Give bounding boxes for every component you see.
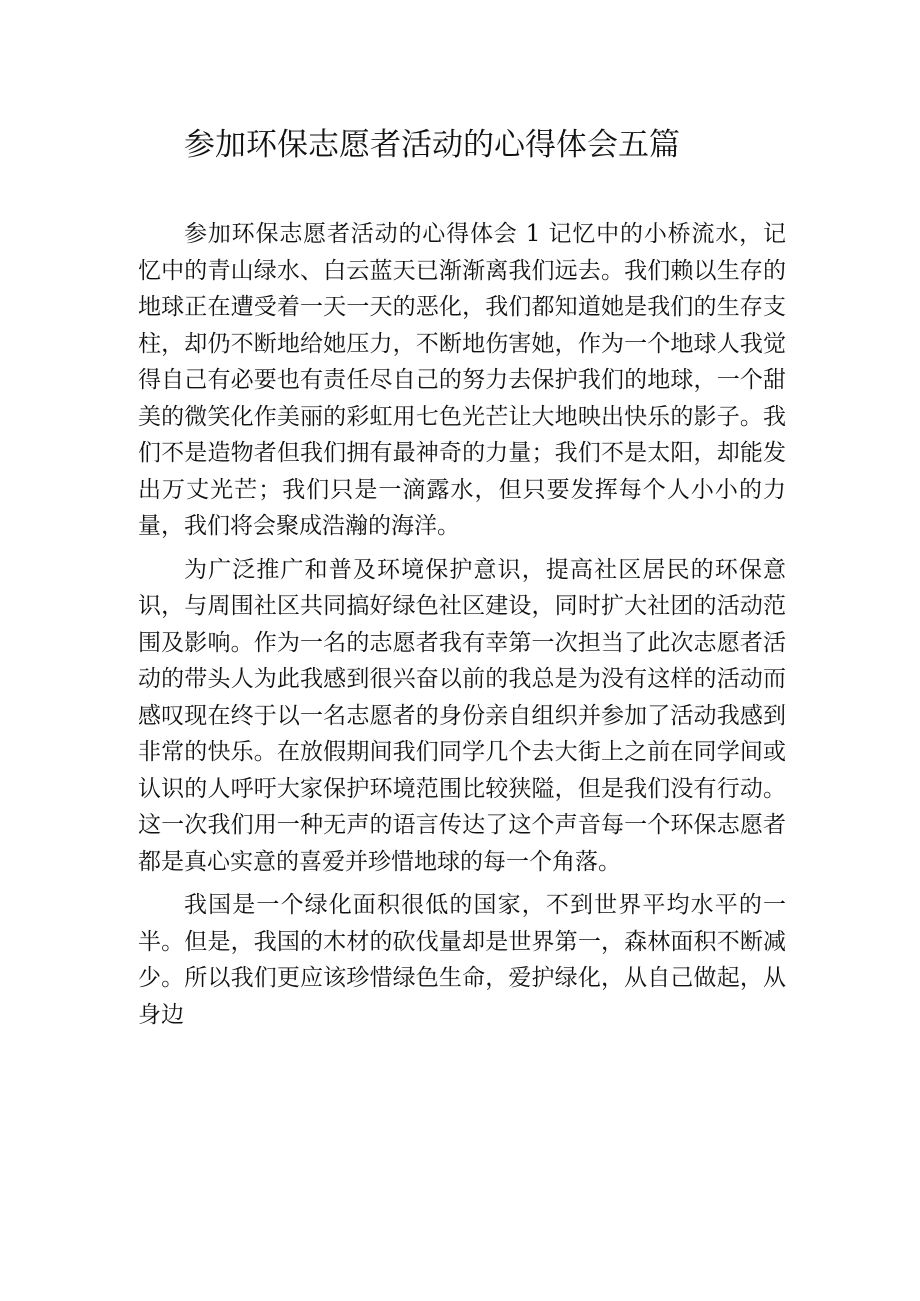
paragraph-3: 我国是一个绿化面积很低的国家，不到世界平均水平的一半。但是，我国的木材的砍伐量却是世界第一，森林面积不断减少。所以我们更应该珍惜绿色生命，爱护绿化，从自己做起，从身边 [138, 892, 786, 1028]
paragraph-2: 为广泛推广和普及环境保护意识，提高社区居民的环保意识，与周围社区共同搞好绿色社区建设，同时扩大社团的活动范围及影响。作为一名的志愿者我有幸第一次担当了此次志愿者活动的带头人为此我感到很兴奋以前的我总是为没有这样的活动而感叹现在终于以一名志愿者的身份亲自组织并参加了活动我感到非常的快乐。在放假期间我们同学几个去大街上之前在同学间或认识的人呼吁大家保护环境范围比较狭隘，但是我们没有行动。这一次我们用一种无声的语言传达了这个声音每一个环保志愿者都是真心实意的喜爱并珍惜地球的每一个角落。 [138, 556, 786, 875]
document-body [138, 216, 786, 1040]
paragraph-1: 参加环保志愿者活动的心得体会 1 记忆中的小桥流水，记忆中的青山绿水、白云蓝天已渐渐离我们远去。我们赖以生存的地球正在遭受着一天一天的恶化，我们都知道她是我们的生存支柱，却仍不断地给她压力，不断地伤害她，作为一个地球人我觉得自己有必要也有责任尽自己的努力去保护我们的地球，一个甜美的微笑化作美丽的彩虹用七色光芒让大地映出快乐的影子。我们不是造物者但我们拥有最神奇的力量；我们不是太阳，却能发出万丈光芒；我们只是一滴露水，但只要发挥每个人小小的力量，我们将会聚成浩瀚的海洋。 [138, 221, 786, 539]
document-title: 参加环保志愿者活动的心得体会五篇 [184, 127, 680, 163]
